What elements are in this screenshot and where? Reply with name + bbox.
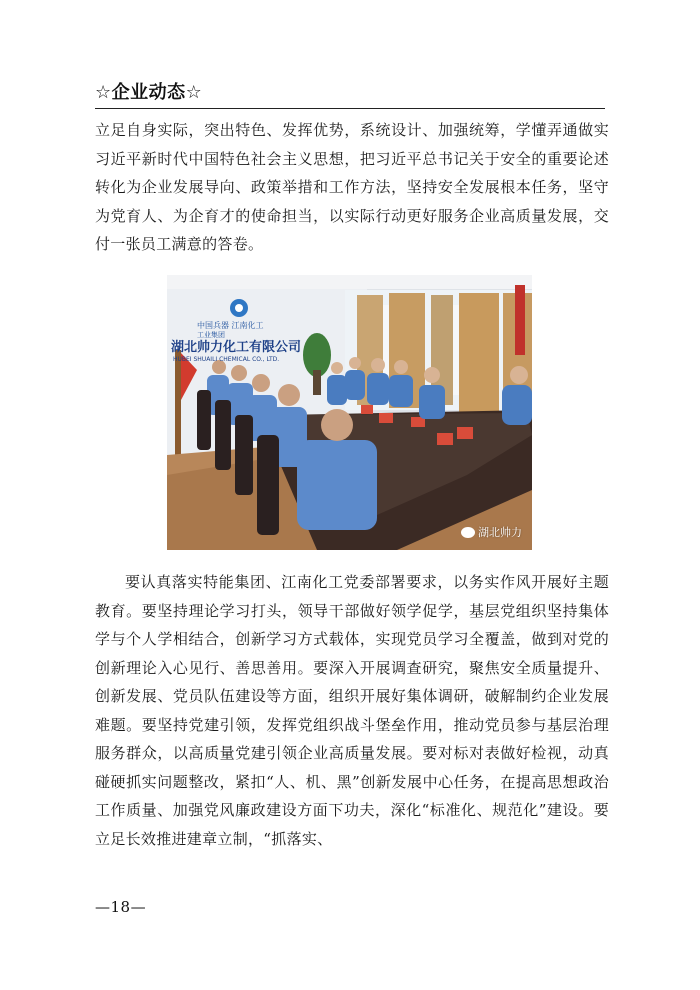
paragraph-2: 要认真落实特能集团、江南化工党委部署要求，以务实作风开展好主题教育。要坚持理论学习打头，领导干部做好领学促学，基层党组织坚持集体学与个人学相结合，创新学习方式载体，实现党员学习全覆盖，做到对党的创新理论入心见行、善思善用。要深入开展调查研究，聚焦安全质量提升、创新发展、党员队伍建设等方面，组织开展好集体调研，破解制约企业发展难题。要坚持党建引领，发挥党组织战斗堡垒作用，推动党员参与基层治理服务群众，以高质量党建引领企业高质量发展。要对标对表做好检视，动真碰硬抓实问题整改，紧扣“人、机、黑”创新发展中心任务，在提高思想政治工作质量、加强党风廉政建设方面下功夫，深化“标准化、规范化”建设。要立足长效推进建章立制，“抓落实、 — [95, 573, 609, 848]
page-number: —18— — [95, 898, 147, 916]
section-title: ☆企业动态☆ — [95, 82, 203, 103]
wall-sign-line1: 中国兵器 江南化工 — [197, 321, 264, 330]
section-header — [95, 80, 605, 109]
wechat-icon — [461, 527, 475, 538]
photo-watermark — [461, 524, 522, 540]
wall-sign-line1b: 工业集团 — [197, 331, 225, 339]
wall-sign-english: HUBEI SHUAILI CHEMICAL CO., LTD. — [173, 356, 280, 363]
wall-sign-company: 湖北帅力化工有限公司 — [171, 340, 302, 355]
paragraph-1: 立足自身实际，突出特色、发挥优势，系统设计、加强统筹，学懂弄通做实习近平新时代中国特色社会主义思想，把习近平总书记关于安全的重要论述转化为企业发展导向、政策举措和工作方法，坚持安全发展根本任务，坚守为党育人、为企育才的使命担当，以实际行动更好服务企业高质量发展，交付一张员工满意的答卷。 — [95, 121, 609, 253]
watermark-label: 湖北帅力 — [478, 526, 522, 539]
meeting-photo — [167, 275, 532, 550]
